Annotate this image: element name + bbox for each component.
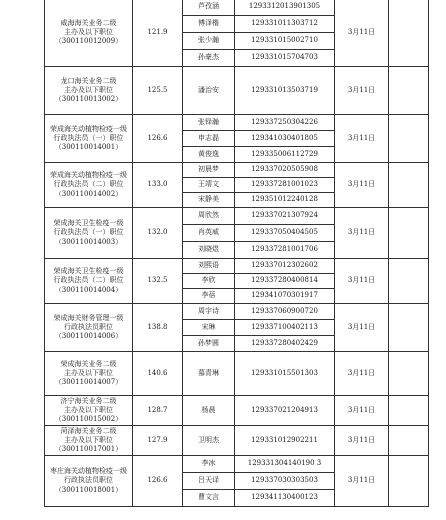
candidate-id: 129337280400814 bbox=[235, 274, 335, 289]
candidate-id: 129335006112729 bbox=[235, 147, 335, 163]
table-row bbox=[45, 163, 429, 178]
min-score-cell: 128.7 bbox=[133, 396, 183, 426]
interview-date: 3月11日 bbox=[335, 259, 389, 304]
position-line: 荣成海关卫生检疫一级 bbox=[53, 219, 124, 228]
position-line: 行政执法员职位 bbox=[64, 322, 113, 331]
candidate-name: 杨晨 bbox=[183, 396, 235, 426]
position-line: （300110014004） bbox=[54, 285, 123, 294]
position-line: 枣庄海关动植物检疫一级 bbox=[50, 467, 127, 476]
position-line: 行政执法员（二）职位 bbox=[53, 180, 124, 189]
position-line: 行政执法员（二）职位 bbox=[53, 276, 124, 285]
candidate-name: 初晨梦 bbox=[183, 163, 235, 178]
position-line: 济宁海关业务二级 bbox=[60, 396, 117, 405]
position-cell bbox=[45, 396, 133, 426]
candidate-id: 1293312013901305 bbox=[235, 0, 335, 16]
table-row bbox=[45, 396, 429, 426]
candidate-id: 129337030303503 bbox=[235, 473, 335, 490]
candidate-name: 吕天译 bbox=[183, 473, 235, 490]
candidate-name: 李蓓 bbox=[183, 289, 235, 304]
min-score-cell: 126.6 bbox=[133, 115, 183, 163]
candidate-name: 黄俊逸 bbox=[183, 147, 235, 163]
remarks-cell bbox=[389, 259, 429, 304]
candidate-id: 129341130400123 bbox=[235, 490, 335, 507]
candidate-id: 129337281001706 bbox=[235, 242, 335, 259]
candidate-id: 129331015704703 bbox=[235, 50, 335, 67]
remarks-cell bbox=[389, 0, 429, 67]
table-row bbox=[45, 0, 429, 16]
table-row bbox=[45, 426, 429, 456]
remarks-cell bbox=[389, 396, 429, 426]
position-line: 行政执法员职位 bbox=[64, 476, 113, 485]
candidate-name: 李冰 bbox=[183, 456, 235, 473]
position-line: 荣成海关动植物检疫一级 bbox=[50, 171, 127, 180]
candidate-name: 孙豪杰 bbox=[183, 50, 235, 67]
candidate-name: 芦孜涵 bbox=[183, 0, 235, 16]
remarks-cell bbox=[389, 352, 429, 396]
position-line: 荣成海关动植物检疫一级 bbox=[50, 124, 127, 133]
position-line: 荣成海关卫生检疫一级 bbox=[53, 267, 124, 276]
position-line: 菏泽海关业务二级 bbox=[60, 426, 117, 435]
candidate-id: 129337012302602 bbox=[235, 259, 335, 274]
position-line: 主办及以下职位 bbox=[64, 27, 113, 36]
position-cell bbox=[45, 456, 133, 507]
candidate-name: 潘治安 bbox=[183, 67, 235, 115]
interview-date: 3月11日 bbox=[335, 456, 389, 507]
position-cell bbox=[45, 208, 133, 259]
min-score-cell: 132.5 bbox=[133, 259, 183, 304]
candidate-id: 129331015002710 bbox=[235, 33, 335, 50]
remarks-cell bbox=[389, 208, 429, 259]
table-row bbox=[45, 259, 429, 274]
table-row bbox=[45, 115, 429, 131]
candidate-id: 129337021307924 bbox=[235, 208, 335, 225]
candidate-name: 曹文言 bbox=[183, 490, 235, 507]
candidate-id: 129337060900720 bbox=[235, 304, 335, 320]
interview-date: 3月11日 bbox=[335, 396, 389, 426]
table-row bbox=[45, 208, 429, 225]
candidate-name: 刘熙语 bbox=[183, 259, 235, 274]
candidate-name: 申志磊 bbox=[183, 131, 235, 147]
remarks-cell bbox=[389, 115, 429, 163]
candidate-name: 李欣 bbox=[183, 274, 235, 289]
position-line: 行政执法员（一）职位 bbox=[53, 228, 124, 237]
interview-date: 3月11日 bbox=[335, 163, 389, 208]
min-score-cell: 140.6 bbox=[133, 352, 183, 396]
candidate-name: 卫明杰 bbox=[183, 426, 235, 456]
candidate-name: 孙梦圆 bbox=[183, 336, 235, 352]
position-cell bbox=[45, 352, 133, 396]
position-line: （300110014003） bbox=[54, 237, 123, 246]
position-line: 主办及以下职位 bbox=[64, 435, 113, 444]
interview-date: 3月11日 bbox=[335, 0, 389, 67]
candidate-id: 129331015501303 bbox=[235, 352, 335, 396]
candidate-id: 129337100402113 bbox=[235, 320, 335, 336]
position-line: 主办及以下职位 bbox=[64, 85, 113, 94]
position-cell bbox=[45, 115, 133, 163]
exam-list-table bbox=[44, 0, 429, 507]
table-body bbox=[45, 0, 429, 507]
position-cell bbox=[45, 163, 133, 208]
candidate-id: 129331304140190 3 bbox=[235, 456, 335, 473]
candidate-name: 肖英威 bbox=[183, 225, 235, 242]
candidate-id: 129331011303712 bbox=[235, 16, 335, 33]
interview-date: 3月11日 bbox=[335, 115, 389, 163]
candidate-name: 宋静美 bbox=[183, 193, 235, 208]
table-row bbox=[45, 456, 429, 473]
candidate-id: 129331013503719 bbox=[235, 67, 335, 115]
position-line: 主办及以下职位 bbox=[64, 368, 113, 377]
interview-date: 3月11日 bbox=[335, 208, 389, 259]
position-cell bbox=[45, 67, 133, 115]
interview-date: 3月11日 bbox=[335, 304, 389, 352]
min-score-cell: 127.9 bbox=[133, 426, 183, 456]
remarks-cell bbox=[389, 456, 429, 507]
candidate-id: 129337050404505 bbox=[235, 225, 335, 242]
candidate-name: 周宇诗 bbox=[183, 304, 235, 320]
position-line: 主办及以下职位 bbox=[64, 405, 113, 414]
candidate-id: 129337020505908 bbox=[235, 163, 335, 178]
remarks-cell bbox=[389, 426, 429, 456]
candidate-id: 129337021204913 bbox=[235, 396, 335, 426]
position-cell bbox=[45, 304, 133, 352]
candidate-id: 129341030401805 bbox=[235, 131, 335, 147]
position-line: （300110018001） bbox=[54, 485, 123, 494]
candidate-id: 129337281001023 bbox=[235, 178, 335, 193]
position-line: 荣成海关财务管理一级 bbox=[53, 313, 124, 322]
candidate-name: 宋琳 bbox=[183, 320, 235, 336]
candidate-id: 129341070301917 bbox=[235, 289, 335, 304]
min-score-cell: 126.6 bbox=[133, 456, 183, 507]
position-line: 荣成海关业务二级 bbox=[60, 359, 117, 368]
position-line: 行政执法员（一）职位 bbox=[53, 133, 124, 142]
candidate-name: 张少瀚 bbox=[183, 33, 235, 50]
interview-date: 3月11日 bbox=[335, 352, 389, 396]
table-row bbox=[45, 352, 429, 396]
interview-date: 3月11日 bbox=[335, 67, 389, 115]
candidate-name: 慕青琳 bbox=[183, 352, 235, 396]
position-line: （300110015002） bbox=[54, 415, 123, 424]
candidate-id: 129351012240128 bbox=[235, 193, 335, 208]
candidate-name: 周欣然 bbox=[183, 208, 235, 225]
position-cell bbox=[45, 0, 133, 67]
candidate-id: 129337250304226 bbox=[235, 115, 335, 131]
interview-date: 3月11日 bbox=[335, 426, 389, 456]
min-score-cell: 125.5 bbox=[133, 67, 183, 115]
candidate-name: 刘晓煜 bbox=[183, 242, 235, 259]
min-score-cell: 132.0 bbox=[133, 208, 183, 259]
position-line: 龙口海关业务二级 bbox=[60, 76, 117, 85]
remarks-cell bbox=[389, 67, 429, 115]
position-line: 威海海关业务二级 bbox=[60, 18, 117, 27]
position-line: （300110012009） bbox=[54, 37, 123, 46]
table-row bbox=[45, 67, 429, 115]
position-line: （300110014006） bbox=[54, 332, 123, 341]
candidate-name: 张铎瀚 bbox=[183, 115, 235, 131]
candidate-id: 129337280402429 bbox=[235, 336, 335, 352]
position-line: （300110013002） bbox=[54, 95, 123, 104]
min-score-cell: 138.8 bbox=[133, 304, 183, 352]
position-line: （300110017001） bbox=[54, 445, 123, 454]
position-cell bbox=[45, 259, 133, 304]
candidate-name: 傅泽楷 bbox=[183, 16, 235, 33]
position-line: （300110014002） bbox=[54, 189, 123, 198]
position-line: （300110014007） bbox=[54, 378, 123, 387]
remarks-cell bbox=[389, 304, 429, 352]
min-score-cell: 133.0 bbox=[133, 163, 183, 208]
min-score-cell: 121.9 bbox=[133, 0, 183, 67]
candidate-name: 王靖文 bbox=[183, 178, 235, 193]
candidate-id: 129331012902211 bbox=[235, 426, 335, 456]
position-cell bbox=[45, 426, 133, 456]
table-row bbox=[45, 304, 429, 320]
position-line: （300110014001） bbox=[54, 143, 123, 152]
remarks-cell bbox=[389, 163, 429, 208]
